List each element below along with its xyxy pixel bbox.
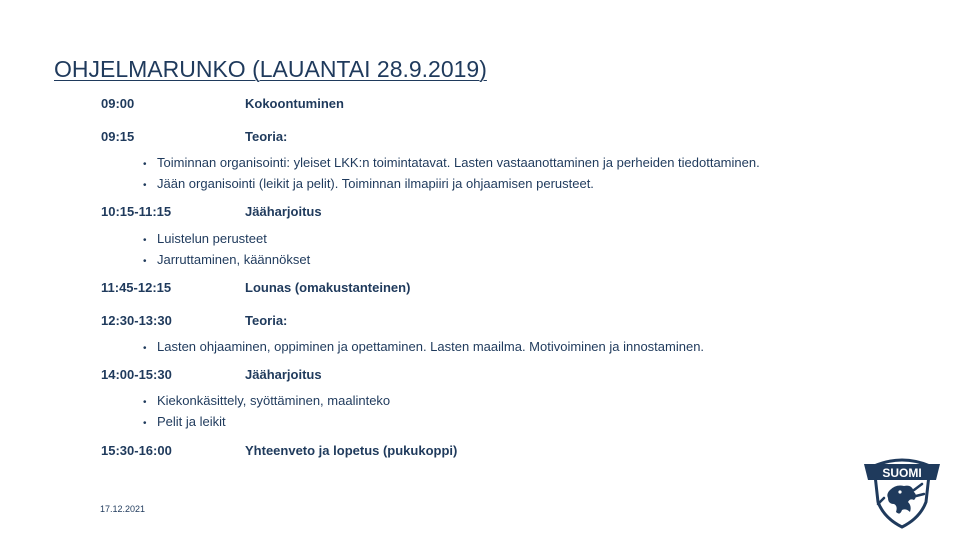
bullet-icon: • <box>143 180 147 191</box>
bullet-icon: • <box>143 256 147 267</box>
bullet-icon: • <box>143 159 147 170</box>
bullet-list <box>143 336 704 357</box>
logo-text: SUOMI <box>882 466 922 480</box>
schedule-label: Teoria: <box>245 129 288 144</box>
schedule-label: Yhteenveto ja lopetus (pukukoppi) <box>245 443 458 458</box>
bullet-list <box>143 152 760 194</box>
bullet-list <box>143 228 310 270</box>
list-item: • Lasten ohjaaminen, oppiminen ja opettaminen. Lasten maailma. Motivoiminen ja innostaminen. <box>143 336 704 357</box>
list-item: • Jarruttaminen, käännökset <box>143 249 310 270</box>
footer-date: 17.12.2021 <box>100 504 146 514</box>
schedule-time: 12:30-13:30 <box>101 313 172 328</box>
schedule-label: Jääharjoitus <box>245 367 322 382</box>
bullet-icon: • <box>143 343 147 354</box>
page-title: OHJELMARUNKO (LAUANTAI 28.9.2019) <box>54 56 487 82</box>
schedule-time: 09:00 <box>101 96 135 111</box>
schedule-label: Kokoontuminen <box>245 96 344 111</box>
list-item: • Toiminnan organisointi: yleiset LKK:n toimintatavat. Lasten vastaanottaminen ja perheiden tiedottaminen. <box>143 152 760 173</box>
schedule-label: Jääharjoitus <box>245 204 322 219</box>
schedule-label: Teoria: <box>245 313 288 328</box>
list-item: • Kiekonkäsittely, syöttäminen, maalinteko <box>143 390 390 411</box>
bullet-icon: • <box>143 418 147 429</box>
schedule-time: 11:45-12:15 <box>101 280 172 295</box>
schedule-label: Lounas (omakustanteinen) <box>245 280 411 295</box>
list-item: • Luistelun perusteet <box>143 228 310 249</box>
suomi-hockey-lion-logo-icon <box>860 450 944 530</box>
bullet-icon: • <box>143 397 147 408</box>
schedule-time: 15:30-16:00 <box>101 443 172 458</box>
bullet-icon: • <box>143 235 147 246</box>
schedule-time: 09:15 <box>101 129 135 144</box>
bullet-list <box>143 390 390 432</box>
list-item: • Pelit ja leikit <box>143 411 390 432</box>
list-item: • Jään organisointi (leikit ja pelit). Toiminnan ilmapiiri ja ohjaamisen perusteet. <box>143 173 760 194</box>
schedule-time: 14:00-15:30 <box>101 367 172 382</box>
schedule-time: 10:15-11:15 <box>101 204 172 219</box>
